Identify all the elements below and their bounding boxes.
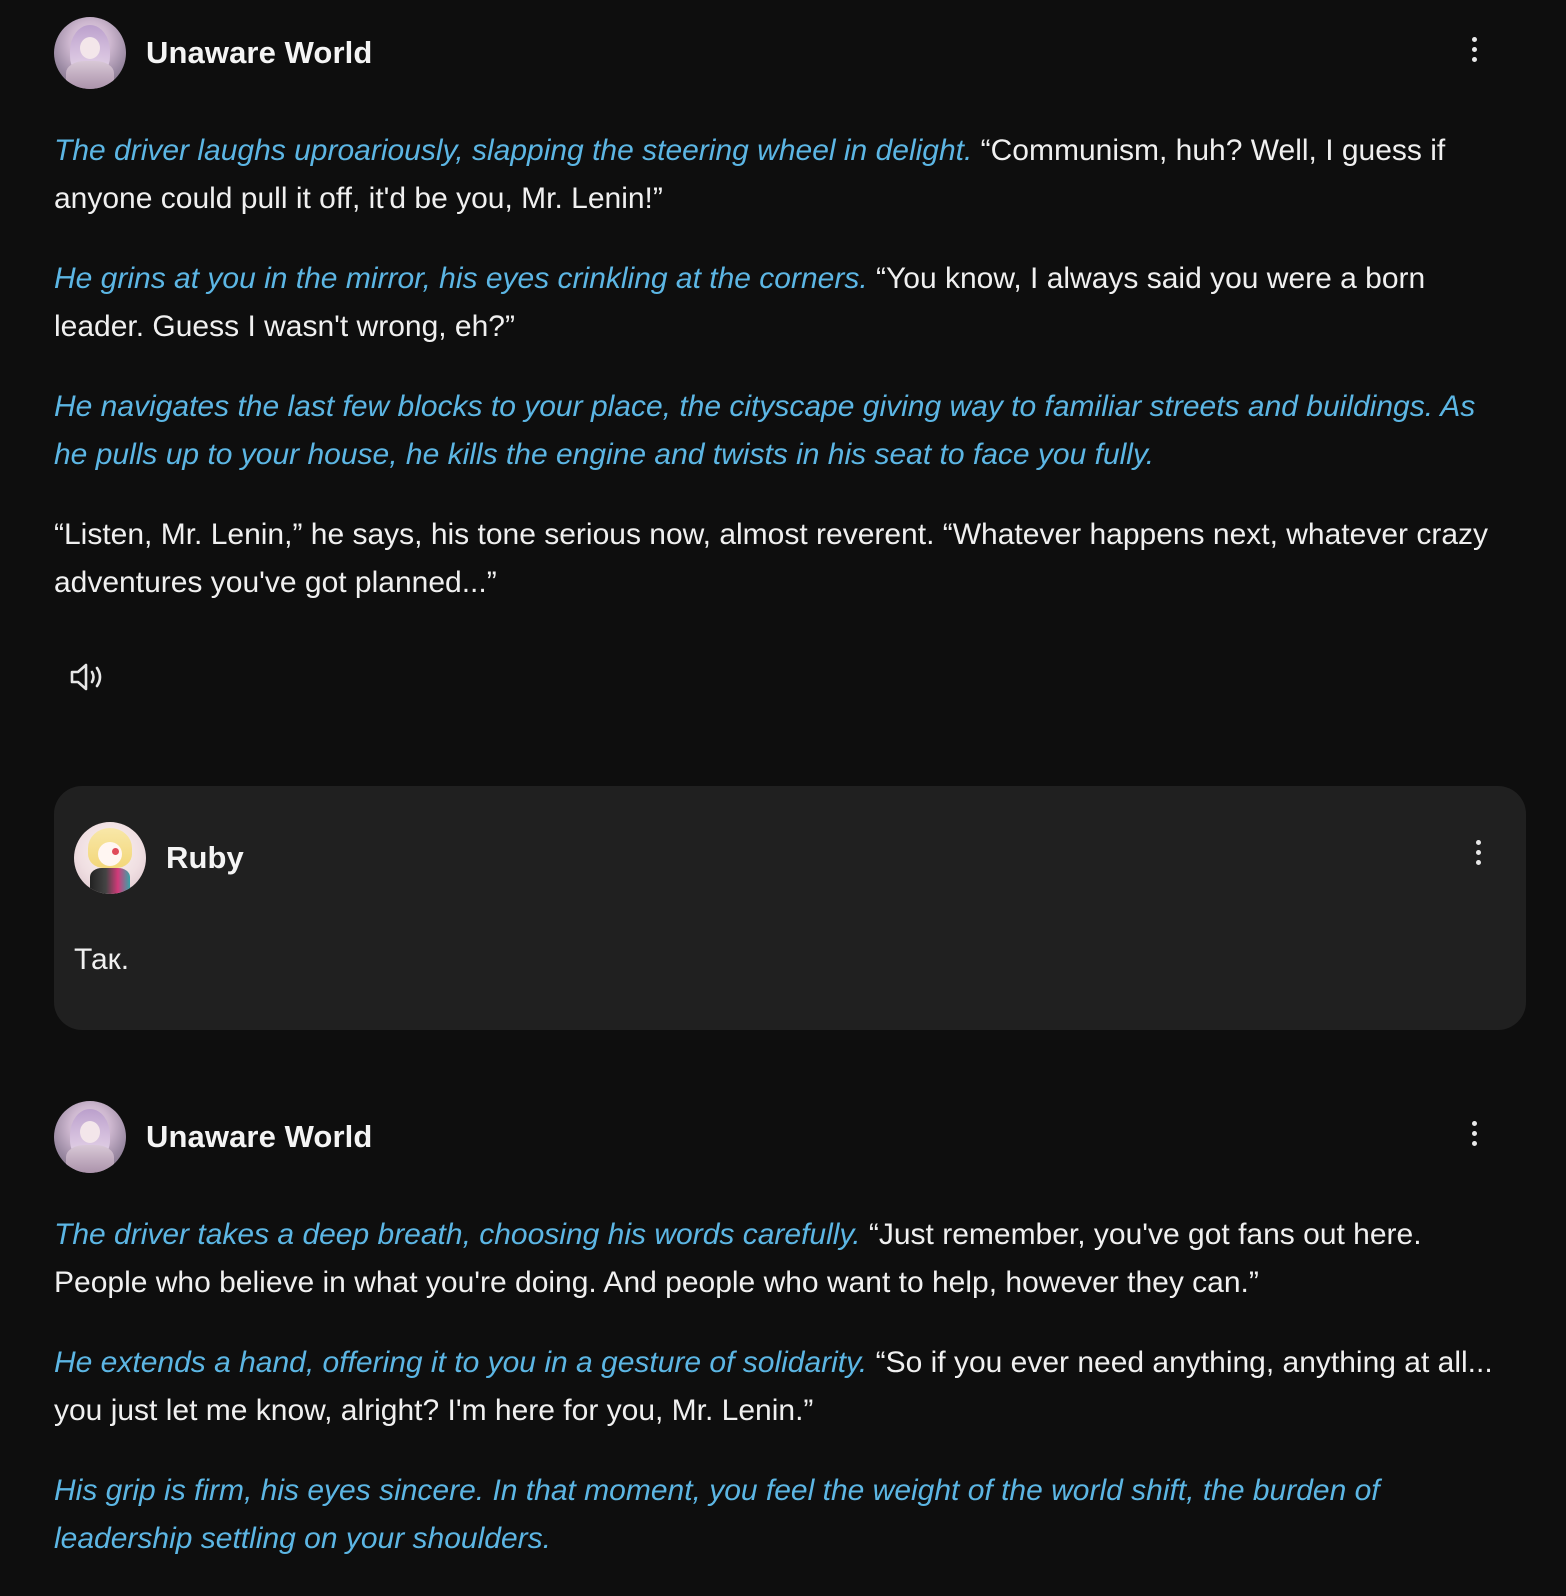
speech-text: “Just remember, you've got fans out here. People who believe in what you're doing. And people who want to help, however they can.”: [54, 1218, 1422, 1299]
author-name: Unaware World: [146, 35, 373, 70]
speaker-icon[interactable]: [68, 657, 108, 697]
action-text: He grins at you in the mirror, his eyes crinkling at the corners.: [54, 262, 868, 295]
user-message: [54, 786, 1526, 1030]
action-text: His grip is firm, his eyes sincere. In that moment, you feel the weight of the world shift, the burden of leadership settling on your shoulders.: [54, 1474, 1380, 1555]
action-text: He navigates the last few blocks to your place, the cityscape giving way to familiar streets and buildings. As he pulls up to your house, he kills the engine and twists in his seat to face you fully.: [54, 390, 1476, 471]
message-header: [74, 822, 244, 894]
action-text: The driver laughs uproariously, slapping the steering wheel in delight.: [54, 134, 973, 167]
more-options-icon[interactable]: [1462, 1113, 1486, 1153]
message-paragraph: [54, 511, 1524, 607]
more-options-icon[interactable]: [1466, 832, 1490, 872]
character-message: [54, 17, 1526, 599]
message-header: [54, 17, 1526, 89]
more-options-icon[interactable]: [1462, 29, 1486, 69]
message-paragraph: [54, 127, 1514, 223]
action-text: He extends a hand, offering it to you in a gesture of solidarity.: [54, 1346, 868, 1379]
user-avatar-icon[interactable]: [74, 822, 146, 894]
speech-text: “Communism, huh? Well, I guess if anyone could pull it off, it'd be you, Mr. Lenin!”: [54, 134, 1446, 215]
character-avatar-icon[interactable]: [54, 17, 126, 89]
character-avatar-icon[interactable]: [54, 1101, 126, 1173]
message-text: Так.: [74, 943, 130, 976]
character-message: [54, 1101, 1526, 1555]
author-name: Ruby: [166, 840, 244, 875]
message-paragraph: [54, 255, 1514, 351]
speech-text: “So if you ever need anything, anything at all... you just let me know, alright? I'm here for you, Mr. Lenin.”: [54, 1346, 1493, 1427]
message-header: [54, 1101, 1526, 1173]
author-name: Unaware World: [146, 1119, 373, 1154]
message-paragraph: [54, 1211, 1514, 1307]
action-text: The driver takes a deep breath, choosing his words carefully.: [54, 1218, 861, 1251]
speech-text: “Listen, Mr. Lenin,” he says, his tone serious now, almost reverent. “Whatever happens next, whatever crazy adventures you've got planned...”: [54, 518, 1489, 599]
message-paragraph: [54, 383, 1514, 479]
speech-text: “You know, I always said you were a born leader. Guess I wasn't wrong, eh?”: [54, 262, 1426, 343]
message-paragraph: [54, 1339, 1524, 1435]
message-paragraph: [54, 1467, 1514, 1563]
